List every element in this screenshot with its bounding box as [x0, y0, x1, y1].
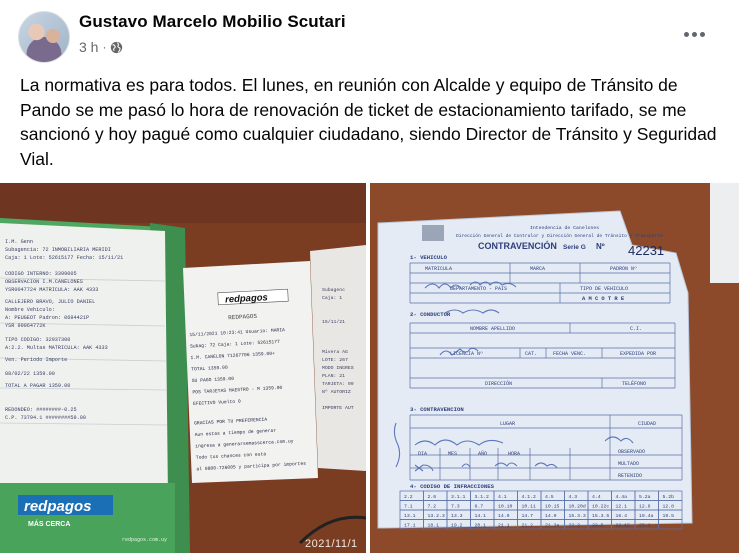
- form-label: 7.1: [404, 504, 413, 510]
- form-label: 16.4: [615, 514, 628, 519]
- svg-text:Nº AUTORIZ: Nº AUTORIZ: [322, 390, 351, 395]
- ticket-numero: 42231: [628, 243, 665, 258]
- form-label: 13.1: [404, 514, 416, 519]
- form-label: HORA: [508, 451, 521, 457]
- svg-text:TARJETA: 99: TARJETA: 99: [322, 382, 354, 387]
- post-photo-receipt[interactable]: [0, 183, 366, 553]
- svg-text:LOTE: 267: LOTE: 267: [322, 358, 348, 363]
- receipt-line: Todo tus chances con esta: [195, 452, 267, 461]
- svg-text:Mivera AG: Mivera AG: [322, 350, 348, 355]
- svg-text:08/02/22 1359: 08/02/22 1359.00: [5, 371, 55, 377]
- post-time[interactable]: 3 h: [79, 39, 99, 55]
- svg-text:TIPO CODIGO: 32937300: TIPO CODIGO: 32937300: [5, 337, 71, 343]
- form-label: 3.1.2: [474, 495, 489, 500]
- form-label: 4- CODIGO DE INFRACCIONES: [410, 483, 494, 490]
- card-site: redpagos.com.uy: [122, 537, 168, 543]
- receipt-line: ingresa a generarsemasscerca.com.uy: [195, 439, 294, 450]
- form-label: DEPARTAMENTO - PAIS: [450, 286, 508, 292]
- card-brand: redpagos: [24, 498, 92, 515]
- form-label: TELÉFONO: [622, 381, 647, 387]
- form-label: 10.20d: [568, 504, 586, 510]
- svg-text:IMPORTE AUT: IMPORTE AUT: [322, 406, 354, 411]
- form-label: MES: [448, 451, 458, 457]
- svg-text:TOTAL A PAGAR 1359.00: TOTAL A PAGAR 1359.00: [5, 383, 71, 389]
- form-label: MATRICULA: [425, 266, 453, 272]
- form-label: 19.2: [451, 523, 463, 529]
- svg-text:CODIGO INTERNO: 3399005: CODIGO INTERNO: 3399005: [5, 271, 77, 277]
- form-label: A M C O T R E: [582, 296, 625, 302]
- form-label: 10.11: [521, 504, 536, 510]
- form-label: MULTADO: [618, 461, 640, 467]
- meta-separator: ·: [102, 40, 107, 54]
- form-label: 21.3a: [545, 523, 560, 529]
- form-label: LICENCIA Nº: [450, 351, 484, 357]
- form-label: CAT.: [525, 351, 538, 357]
- svg-text:MODO INGRES: MODO INGRES: [322, 366, 354, 371]
- receipt-line: Subag: 72 Caja: 1 Lote: 52615177: [189, 339, 281, 350]
- ticket-header-1: Intendencia de Canelones: [530, 226, 600, 231]
- form-label: 22.2: [568, 523, 581, 529]
- svg-text:OBSERVACION I.M.CANELONES: OBSERVACION I.M.CANELONES: [5, 279, 83, 285]
- ticket-photo-illustration: [370, 183, 739, 553]
- receipt-line: Aun estas a tiempo de generar: [194, 428, 277, 438]
- form-label: 22.5: [592, 523, 604, 529]
- form-label: 14.9: [545, 514, 557, 519]
- form-label: MARCA: [530, 266, 546, 272]
- svg-text:PLAN: 21: PLAN: 21: [322, 374, 346, 379]
- form-label: DIRECCIÓN: [485, 381, 513, 387]
- form-label: 22.15: [615, 523, 630, 529]
- post-author-name[interactable]: Gustavo Marcelo Mobilio Scutari: [79, 12, 346, 31]
- receipt-line: I.M. CANELON 71267706 1359.00+: [190, 351, 276, 362]
- form-label: 18.1: [427, 523, 440, 529]
- form-label: FECHA VENC.: [553, 351, 587, 357]
- globe-icon[interactable]: [110, 41, 123, 54]
- receipt-photo-illustration: [0, 183, 366, 553]
- form-label: LUGAR: [500, 421, 516, 427]
- form-label: 3- CONTRAVENCION: [410, 406, 464, 413]
- receipt-line: TOTAL 1359.00: [191, 365, 228, 373]
- form-label: 12.6: [639, 504, 651, 510]
- svg-text:Subagenc: Subagenc: [322, 288, 346, 293]
- svg-text:REDONDEO: ########-0.25: REDONDEO: ########-0.25: [5, 407, 77, 413]
- receipt-line: POS TARJETAS MAESTRO - M 1359.00: [192, 385, 283, 396]
- svg-text:YSR 99064772K: YSR 99064772K: [5, 323, 46, 329]
- ticket-title: CONTRAVENCIÓN: [478, 241, 557, 251]
- form-label: CIUDAD: [638, 421, 657, 427]
- form-label: 4.1.2: [521, 495, 536, 500]
- form-label: 10.10: [498, 504, 513, 510]
- photo-left-timestamp: 2021/11/1: [305, 538, 358, 550]
- form-label: 12.8: [662, 504, 675, 510]
- form-label: EXPEDIDA POR: [620, 351, 657, 357]
- more-dot: [700, 32, 705, 37]
- form-label: 25.1: [639, 523, 651, 529]
- svg-text:Caja: 1 Lote: 52615177 Fecha: Caja: 1 Lote: 52615177 Fecha: 15/11/21: [5, 255, 124, 261]
- form-label: 14.1: [474, 514, 487, 519]
- form-label: 5.2b: [662, 495, 675, 500]
- post-photo-ticket[interactable]: [370, 183, 739, 553]
- svg-text:15/11/21: 15/11/21: [322, 320, 346, 325]
- form-label: 14.7: [521, 514, 534, 519]
- form-label: 20.1: [474, 523, 487, 529]
- form-label: 10.15: [545, 504, 560, 510]
- receipt-brand-alt: REDPAGOS: [228, 312, 258, 322]
- svg-text:A:2.2. Multas MATRICULA: AAK: A:2.2. Multas MATRICULA: AAK 4333: [5, 345, 108, 351]
- form-label: 2- CONDUCTOR: [410, 311, 451, 318]
- svg-text:Subagencia: 72 INMOBILIARIA M: Subagencia: 72 INMOBILIARIA MERIDI: [5, 247, 111, 253]
- svg-text:I.M. Genn: I.M. Genn: [5, 239, 34, 245]
- more-horizontal-icon: [684, 32, 689, 37]
- form-label: 13.2.3: [427, 514, 445, 519]
- more-options-button[interactable]: [680, 25, 708, 43]
- svg-text:YSR0047724 MATRICULA: AAK 433: YSR0047724 MATRICULA: AAK 4333: [5, 287, 99, 293]
- form-label: 21.1: [498, 523, 510, 529]
- form-label: 8.7: [474, 504, 484, 510]
- form-label: TIPO DE VEHICULO: [580, 286, 629, 292]
- form-label: 10.22c: [592, 504, 610, 510]
- form-label: 3.1.1: [451, 495, 466, 500]
- svg-text:Caja: 1: Caja: 1: [322, 296, 343, 301]
- receipt-line: al 0800-726005 y participa por importes: [196, 461, 307, 473]
- ticket-numero-label: Nº: [596, 242, 605, 251]
- form-label: OBSERVADO: [618, 449, 646, 455]
- more-dot: [692, 32, 697, 37]
- form-label: 4.1: [498, 495, 507, 500]
- receipt-line: GRACIAS POR TU PREFERENCIA: [193, 417, 268, 427]
- receipt-line: EFECTIVO Vuelto 0: [192, 399, 241, 408]
- form-label: 4.4a: [615, 495, 628, 500]
- form-label: 13.3: [451, 514, 463, 519]
- receipt-line: SU PAGO 1359.00: [191, 376, 235, 385]
- svg-text:Nombre Vehiculo:: Nombre Vehiculo:: [5, 307, 55, 313]
- form-label: NOMBRE APELLIDO: [470, 326, 516, 332]
- form-label: 15.3.5: [592, 514, 610, 519]
- post-meta: [79, 39, 123, 55]
- svg-text:A: PEUGEOT Padron: 0694421P: A: PEUGEOT Padron: 0694421P: [5, 315, 90, 321]
- form-label: 4.3: [568, 495, 578, 500]
- form-label: 2.6: [427, 495, 437, 500]
- form-label: 7.2: [427, 504, 437, 510]
- form-label: 17.1: [404, 523, 416, 529]
- receipt-brand: redpagos: [224, 292, 269, 306]
- form-label: 21.2: [521, 523, 534, 529]
- form-label: 4.5: [545, 495, 554, 500]
- form-label: 15.3.3: [568, 514, 586, 519]
- author-avatar[interactable]: [18, 11, 70, 63]
- form-label: PADRON Nº: [610, 266, 638, 272]
- svg-text:CALLEJERO BRAVO, JULIO DANIEL: CALLEJERO BRAVO, JULIO DANIEL: [5, 299, 96, 305]
- receipt-line: 15/11/2021 10:23:41 Usuario: MARIA: [189, 328, 286, 339]
- ticket-header-2: Dirección General de Contralor y Dirección General de Tránsito y Transporte: [456, 234, 663, 239]
- form-label: DIA: [418, 451, 428, 457]
- card-tagline: MÁS CERCA: [28, 521, 71, 528]
- ticket-serie: Serie G: [563, 244, 586, 251]
- form-label: 1- VEHICULO: [410, 254, 447, 261]
- svg-text:Ven. Periodo Impor: Ven. Periodo Importe: [5, 357, 68, 363]
- form-label: RETENIDO: [618, 473, 643, 479]
- form-label: 2.2: [404, 495, 413, 500]
- post-text: La normativa es para todos. El lunes, en reunión con Alcalde y equipo de Tránsito de Pando se me pasó lo hora de renovación de ticket de estacionamiento tarifado, se me sancionó y hoy pagué como cualquier ciudadano, siendo Director de Tránsito y Seguridad Vial.: [20, 75, 717, 169]
- svg-text:C.P. 73794.1 ########59.00: C.P. 73794.1 ########59.00: [5, 415, 86, 421]
- form-label: C.I.: [630, 326, 643, 332]
- form-label: 19.5: [662, 514, 675, 519]
- form-label: 7.3: [451, 504, 460, 510]
- form-label: AÑO: [478, 451, 488, 457]
- form-label: 14.9: [498, 514, 510, 519]
- form-label: 19.4a: [639, 514, 654, 519]
- form-label: 4.4: [592, 495, 601, 500]
- form-label: 12.1: [615, 504, 628, 510]
- form-label: 5.2a: [639, 495, 651, 500]
